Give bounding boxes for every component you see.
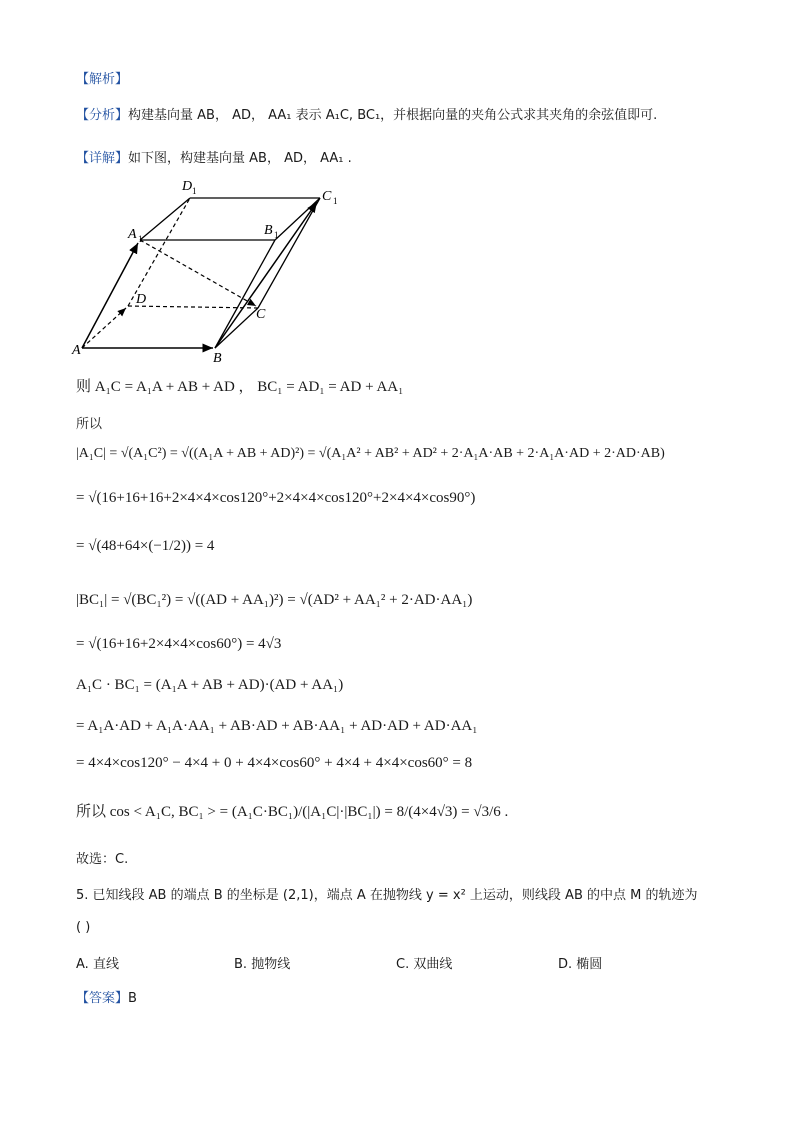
detail-tag: 【详解】 (76, 151, 129, 166)
parallelepiped-figure (70, 172, 360, 367)
label-C1-sub: 1 (333, 196, 338, 206)
solution-line-9: = A₁A·AD + A₁A·AA₁ + AB·AD + AB·AA₁ + AD·AD + AD·AA₁ (76, 718, 478, 734)
label-B1-sub: 1 (274, 230, 279, 240)
solution-line-2: 所以 (76, 417, 103, 432)
label-B: B (213, 351, 222, 366)
label-B1: B (264, 223, 273, 238)
option-c-letter: C. (396, 957, 410, 972)
option-b-text: 抛物线 (251, 957, 291, 972)
option-d-letter: D. (558, 957, 573, 972)
option-b-letter: B. (234, 957, 248, 972)
analysis-paragraph (76, 104, 657, 123)
label-D: D (136, 292, 147, 307)
edge-dd1 (128, 198, 190, 306)
detail-text: 如下图，构建基向量 AB， AD， AA₁ . (128, 151, 352, 166)
label-C1: C (322, 189, 332, 204)
edge-bc (215, 308, 258, 348)
solution-line-6: |BC₁| = √(BC₁²) = √((AD + AA₁)²) = √(AD² + AA₁² + 2·AD·AA₁) (76, 592, 473, 608)
vector-ad (82, 308, 126, 348)
solution-line-10: = 4×4×cos120° − 4×4 + 0 + 4×4×cos60° + 4×4 + 4×4×cos60° = 8 (76, 755, 473, 771)
vector-a1c (140, 240, 256, 306)
solution-line-11: 所以 cos < A₁C, BC₁ > = (A₁C·BC₁)/(|A₁C|·|BC₁|) = 8/(4×4√3) = √3/6 . (76, 804, 509, 820)
label-A: A (72, 343, 81, 358)
solution-line-7: = √(16+16+2×4×4×cos60°) = 4√3 (76, 636, 282, 652)
solution-line-5: = √(48+64×(−1/2)) = 4 (76, 538, 215, 554)
option-c-text: 双曲线 (413, 957, 453, 972)
vector-aa1 (82, 243, 138, 348)
question-5-paren: ( ) (76, 920, 91, 935)
solution-line-3: |A₁C| = √(A₁C²) = √((A₁A + AB + AD)²) = √(A₁A² + AB² + AD² + 2·A₁A·AB + 2·A₁A·AD + 2·AD·AB) (76, 446, 665, 461)
option-d[interactable] (558, 953, 602, 972)
answer-line (76, 987, 137, 1006)
label-C: C (256, 307, 266, 322)
answer-value: B (128, 991, 137, 1006)
option-b[interactable] (234, 953, 290, 972)
edge-a1d1 (140, 198, 190, 240)
analysis-text: 构建基向量 AB， AD， AA₁ 表示 A₁C, BC₁，并根据向量的夹角公式求其夹角的余弦值即可. (128, 108, 658, 123)
label-A1: A (128, 227, 137, 242)
option-c[interactable] (396, 953, 452, 972)
option-a-text: 直线 (92, 957, 119, 972)
label-A1-sub: 1 (138, 234, 143, 244)
section-jiexi-tag: 【解析】 (76, 72, 129, 87)
label-D1: D (182, 179, 193, 194)
option-a-letter: A. (76, 957, 89, 972)
conclusion: 故选：C. (76, 852, 129, 867)
analysis-tag: 【分析】 (76, 108, 129, 123)
solution-line-4: = √(16+16+16+2×4×4×cos120°+2×4×4×cos120°+2×4×4×cos90°) (76, 490, 476, 506)
solution-line-1: 则 A₁C = A₁A + AB + AD ， BC₁ = AD₁ = AD + AA₁ (76, 379, 404, 395)
edge-b1c1 (275, 198, 320, 240)
label-D1-sub: 1 (192, 186, 197, 196)
solution-line-8: A₁C · BC₁ = (A₁A + AB + AD)·(AD + AA₁) (76, 677, 344, 693)
option-a[interactable] (76, 953, 119, 972)
detail-paragraph (76, 147, 352, 166)
question-5-stem: 5. 已知线段 AB 的端点 B 的坐标是 (2,1)，端点 A 在抛物线 y = x² 上运动，则线段 AB 的中点 M 的轨迹为 (76, 888, 698, 903)
option-d-text: 椭圆 (576, 957, 603, 972)
answer-tag: 【答案】 (76, 991, 129, 1006)
